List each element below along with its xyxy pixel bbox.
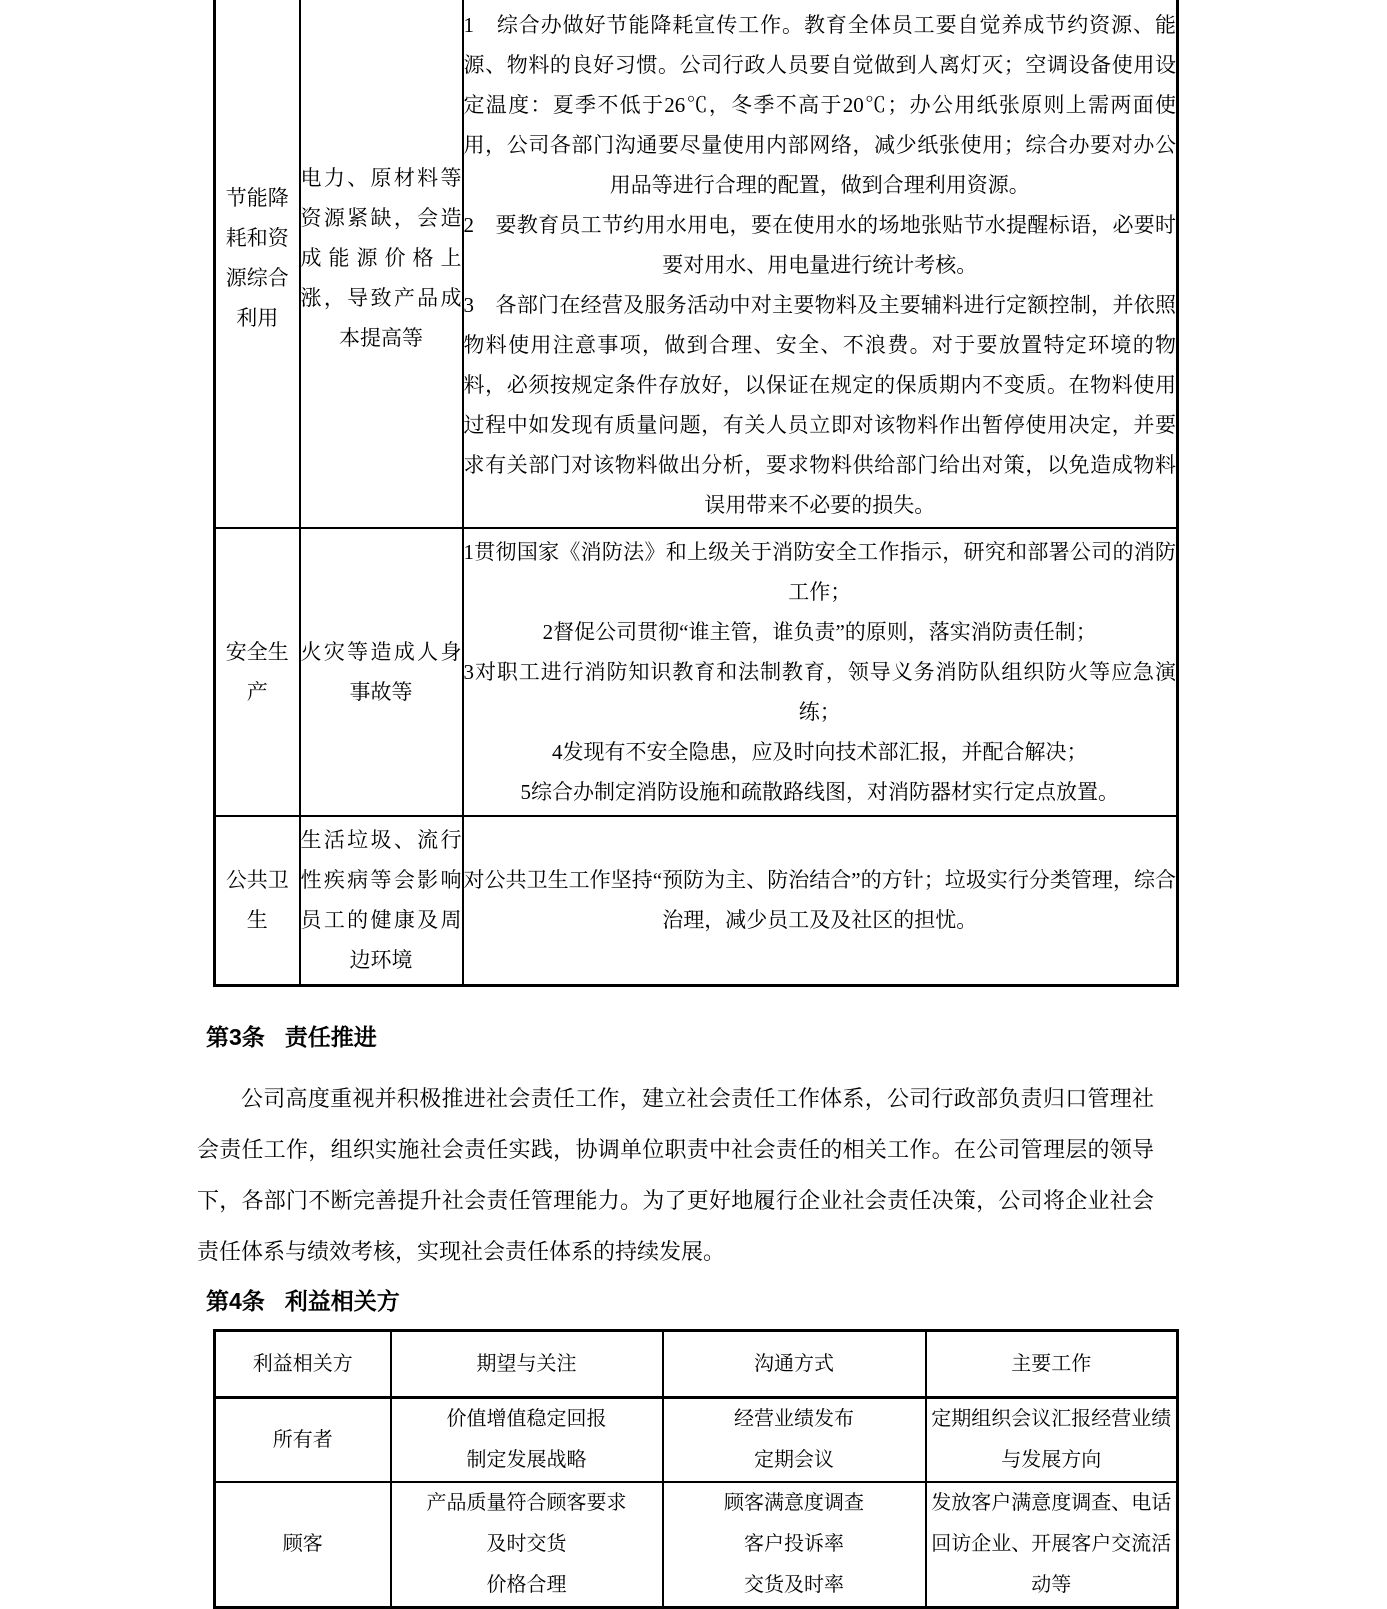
measure-item: 5综合办制定消防设施和疏散路线图，对消防器材实行定点放置。 bbox=[520, 779, 1119, 804]
stakeholder-cell: 所有者 bbox=[215, 1398, 391, 1483]
communication-cell bbox=[663, 1398, 926, 1483]
section4-heading bbox=[206, 1285, 1387, 1317]
measures-cell bbox=[463, 0, 1178, 528]
risk-response-table bbox=[213, 0, 1179, 987]
measure-item: 2督促公司贯彻“谁主管，谁负责”的原则，落实消防责任制； bbox=[542, 619, 1097, 644]
expectation-item: 及时交货 bbox=[486, 1533, 567, 1555]
communication-cell bbox=[663, 1482, 926, 1608]
table-row-owner bbox=[215, 1398, 1178, 1483]
measures-cell bbox=[463, 528, 1178, 816]
column-header-expectations: 期望与关注 bbox=[391, 1331, 663, 1398]
risk-category-cell: 公共卫生 bbox=[215, 816, 300, 986]
table-row-public-health bbox=[215, 816, 1178, 986]
stakeholder-table-header-row bbox=[215, 1331, 1178, 1398]
measure-item: 对公共卫生工作坚持“预防为主、防治结合”的方针；垃圾实行分类管理，综合治理，减少员工及及社区的担忧。 bbox=[463, 868, 1176, 933]
risk-category-cell: 节能降耗和资源综合利用 bbox=[215, 0, 300, 528]
column-header-stakeholder: 利益相关方 bbox=[215, 1331, 391, 1398]
measure-item: 2 要教育员工节约用水用电，要在使用水的场地张贴节水提醒标语，必要时要对用水、用电量进行统计考核。 bbox=[463, 213, 1176, 277]
expectation-item: 价格合理 bbox=[486, 1574, 567, 1596]
column-header-communication: 沟通方式 bbox=[663, 1331, 926, 1398]
section-title: 责任推进 bbox=[284, 1024, 377, 1050]
measure-item: 1 综合办做好节能降耗宣传工作。教育全体员工要自觉养成节约资源、能源、物料的良好习惯。公司行政人员要自觉做到人离灯灭；空调设备使用设定温度：夏季不低于26℃，冬季不高于20℃；办公用纸张原则上需两面使用，公司各部门沟通要尽量使用内部网络，减少纸张使用；综合办要对办公用品等进行合理的配置，做到合理利用资源。 bbox=[463, 13, 1176, 197]
table-row-safety bbox=[215, 528, 1178, 816]
communication-item: 顾客满意度调查 bbox=[724, 1492, 864, 1514]
communication-item: 定期会议 bbox=[754, 1449, 834, 1471]
main-work-cell: 发放客户满意度调查、电话回访企业、开展客户交流活动等 bbox=[926, 1482, 1178, 1608]
section-number: 第3条 bbox=[206, 1024, 265, 1050]
communication-item: 客户投诉率 bbox=[744, 1533, 844, 1555]
risk-description-cell: 电力、原材料等资源紧缺，会造成能源价格上涨，导致产品成本提高等 bbox=[300, 0, 463, 528]
expectation-item: 产品质量符合顾客要求 bbox=[426, 1492, 627, 1514]
column-header-main-work: 主要工作 bbox=[926, 1331, 1178, 1398]
expectations-cell bbox=[391, 1398, 663, 1483]
communication-item: 经营业绩发布 bbox=[734, 1408, 854, 1430]
measure-item: 3对职工进行消防知识教育和法制教育，领导义务消防队组织防火等应急演练； bbox=[463, 659, 1176, 724]
risk-description-cell: 火灾等造成人身事故等 bbox=[300, 528, 463, 816]
table-row-customer bbox=[215, 1482, 1178, 1608]
stakeholder-table bbox=[213, 1329, 1179, 1609]
stakeholder-cell: 顾客 bbox=[215, 1482, 391, 1608]
expectation-item: 价值增值稳定回报 bbox=[446, 1408, 607, 1430]
table-row-energy bbox=[215, 0, 1178, 528]
communication-item: 交货及时率 bbox=[744, 1574, 844, 1596]
measure-item: 1贯彻国家《消防法》和上级关于消防安全工作指示，研究和部署公司的消防工作； bbox=[463, 539, 1176, 604]
risk-category-cell: 安全生产 bbox=[215, 528, 300, 816]
section-number: 第4条 bbox=[206, 1288, 265, 1314]
section-title: 利益相关方 bbox=[284, 1288, 400, 1314]
section3-paragraph: 公司高度重视并积极推进社会责任工作，建立社会责任工作体系，公司行政部负责归口管理社会责任工作，组织实施社会责任实践，协调单位职责中社会责任的相关工作。在公司管理层的领导下，各部门不断完善提升社会责任管理能力。为了更好地履行企业社会责任决策，公司将企业社会责任体系与绩效考核，实现社会责任体系的持续发展。 bbox=[197, 1086, 1154, 1264]
expectations-cell bbox=[391, 1482, 663, 1608]
measure-item: 3 各部门在经营及服务活动中对主要物料及主要辅料进行定额控制，并依照物料使用注意事项，做到合理、安全、不浪费。对于要放置特定环境的物料，必须按规定条件存放好，以保证在规定的保质期内不变质。在物料使用过程中如发现有质量问题，有关人员立即对该物料作出暂停使用决定，并要求有关部门对该物料做出分析，要求物料供给部门给出对策，以免造成物料误用带来不必要的损失。 bbox=[463, 293, 1176, 517]
risk-description-cell: 生活垃圾、流行性疾病等会影响员工的健康及周边环境 bbox=[300, 816, 463, 986]
main-work-cell: 定期组织会议汇报经营业绩与发展方向 bbox=[926, 1398, 1178, 1483]
expectation-item: 制定发展战略 bbox=[466, 1449, 587, 1471]
measure-item: 4发现有不安全隐患，应及时向技术部汇报，并配合解决； bbox=[552, 739, 1088, 764]
section3-heading bbox=[206, 1021, 1387, 1053]
measures-cell bbox=[463, 816, 1178, 986]
